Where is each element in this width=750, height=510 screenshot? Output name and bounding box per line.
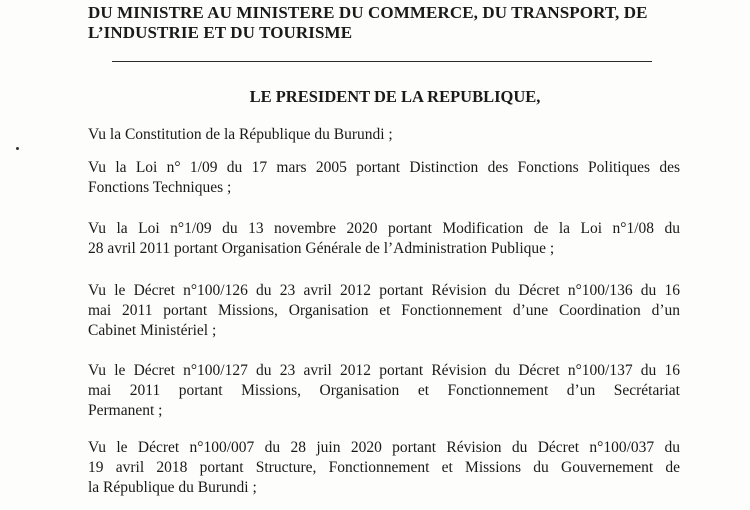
recital-line: Vu le Décret n°100/127 du 23 avril 2012 portant Révision du Décret n°100/137 du 16 xyxy=(88,362,680,379)
recital-5 xyxy=(88,361,680,421)
recital-line: la République du Burundi ; xyxy=(88,479,257,496)
recital-2 xyxy=(88,158,680,198)
recital-line: Cabinet Ministériel ; xyxy=(88,322,217,339)
recital-line: Vu la Loi n° 1/09 du 17 mars 2005 portant Distinction des Fonctions Politiques des xyxy=(88,159,680,176)
recital-line: Vu le Décret n°100/126 du 23 avril 2012 portant Révision du Décret n°100/136 du 16 xyxy=(88,282,680,299)
recital-line: Permanent ; xyxy=(88,402,163,419)
recital-4 xyxy=(88,281,680,341)
recital-line: 28 avril 2011 portant Organisation Générale de l’Administration Publique ; xyxy=(88,240,555,257)
recital-line: mai 2011 portant Missions, Organisation et Fonctionnement d’un Secrétariat xyxy=(88,382,680,399)
recital-line: Fonctions Techniques ; xyxy=(88,179,232,196)
recital-line: mai 2011 portant Missions, Organisation et Fonctionnement d’une Coordination d’un xyxy=(88,302,680,319)
header-divider xyxy=(112,61,652,62)
president-heading: LE PRESIDENT DE LA REPUBLIQUE, xyxy=(249,87,541,106)
scan-speck xyxy=(16,147,19,150)
recital-line: Vu la Constitution de la République du Burundi ; xyxy=(88,126,393,143)
recital-3 xyxy=(88,219,680,259)
recital-1 xyxy=(88,125,680,145)
recital-line: 19 avril 2018 portant Structure, Fonctionnement et Missions du Gouvernement de xyxy=(88,459,680,476)
recital-line: Vu le Décret n°100/007 du 28 juin 2020 portant Révision du Décret n°100/037 du xyxy=(88,439,680,456)
title-line-1: DU MINISTRE AU MINISTERE DU COMMERCE, DU TRANSPORT, DE xyxy=(88,3,648,22)
title-line-2: L’INDUSTRIE ET DU TOURISME xyxy=(88,23,353,42)
recital-6 xyxy=(88,438,680,498)
recital-line: Vu la Loi n°1/09 du 13 novembre 2020 portant Modification de la Loi n°1/08 du xyxy=(88,220,680,237)
